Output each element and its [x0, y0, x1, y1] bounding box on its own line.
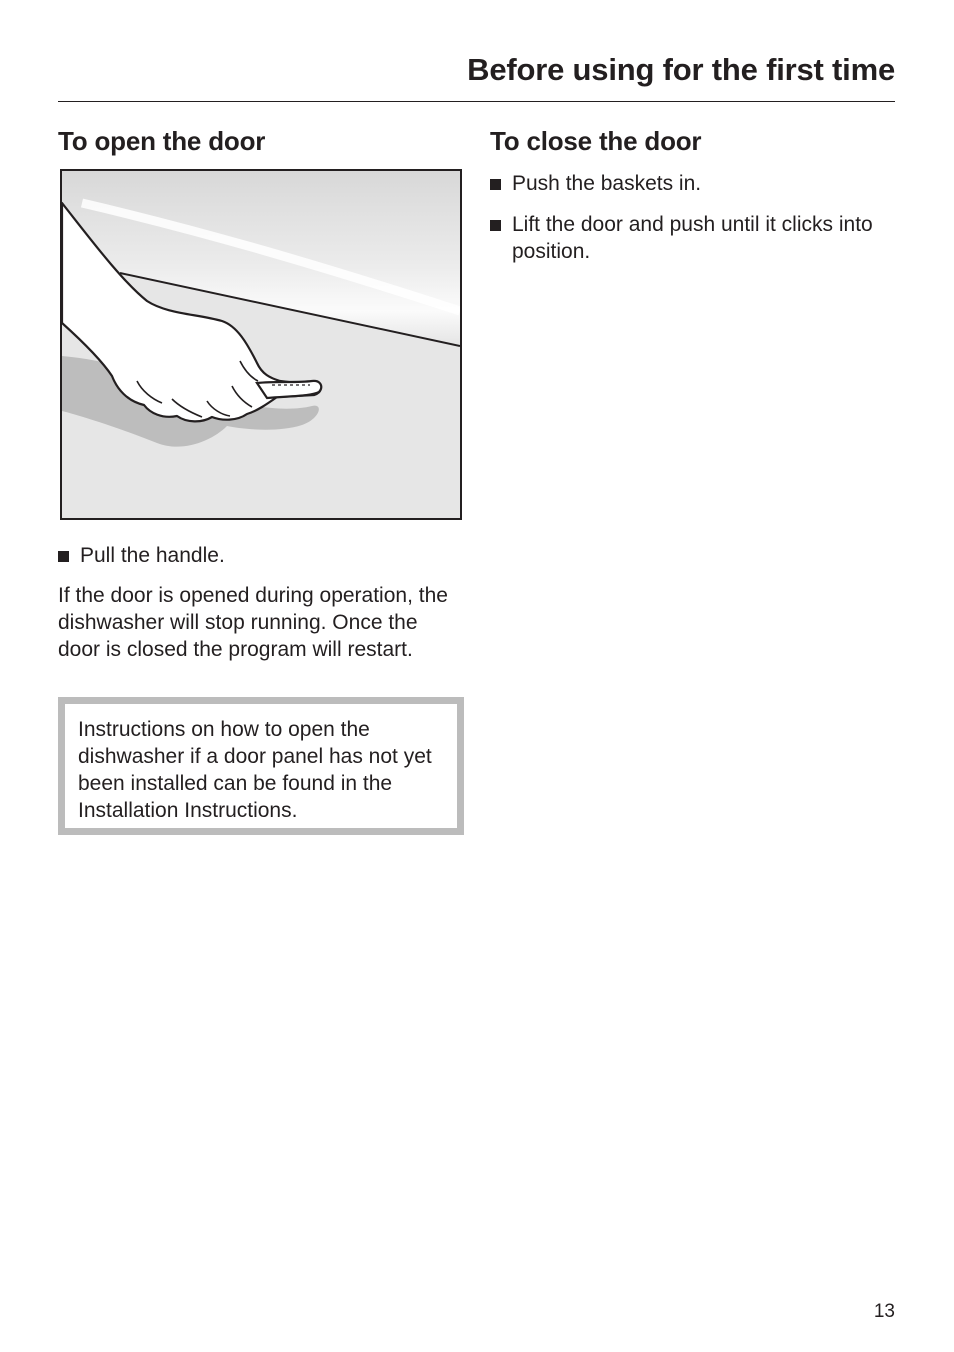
- bullet-square-icon: [58, 551, 69, 562]
- open-door-heading: To open the door: [58, 126, 266, 156]
- list-item: [490, 170, 895, 197]
- page-header: [58, 48, 895, 102]
- installation-note-box: [58, 697, 464, 835]
- page-title: Before using for the first time: [467, 52, 895, 87]
- pull-handle-instruction: Pull the handle.: [80, 544, 225, 567]
- hand-pulling-door-handle-illustration: [60, 169, 462, 520]
- push-baskets-instruction: Push the baskets in.: [512, 172, 702, 195]
- page-number: 13: [873, 1301, 895, 1322]
- bullet-square-icon: [490, 220, 501, 231]
- bullet-square-icon: [490, 179, 501, 190]
- lift-door-instruction: Lift the door and push until it clicks into position.: [512, 213, 873, 263]
- installation-note-text: Instructions on how to open the dishwasher if a door panel has not yet been installed can be found in the Installation Instructions.: [78, 718, 432, 822]
- close-door-heading: To close the door: [490, 126, 702, 156]
- open-door-section: [58, 124, 466, 822]
- operation-note-paragraph: If the door is opened during operation, the dishwasher will stop running. Once the door is closed the program will restart.: [58, 584, 448, 661]
- close-door-section: [490, 124, 895, 265]
- list-item: [58, 542, 464, 569]
- list-item: [490, 211, 895, 265]
